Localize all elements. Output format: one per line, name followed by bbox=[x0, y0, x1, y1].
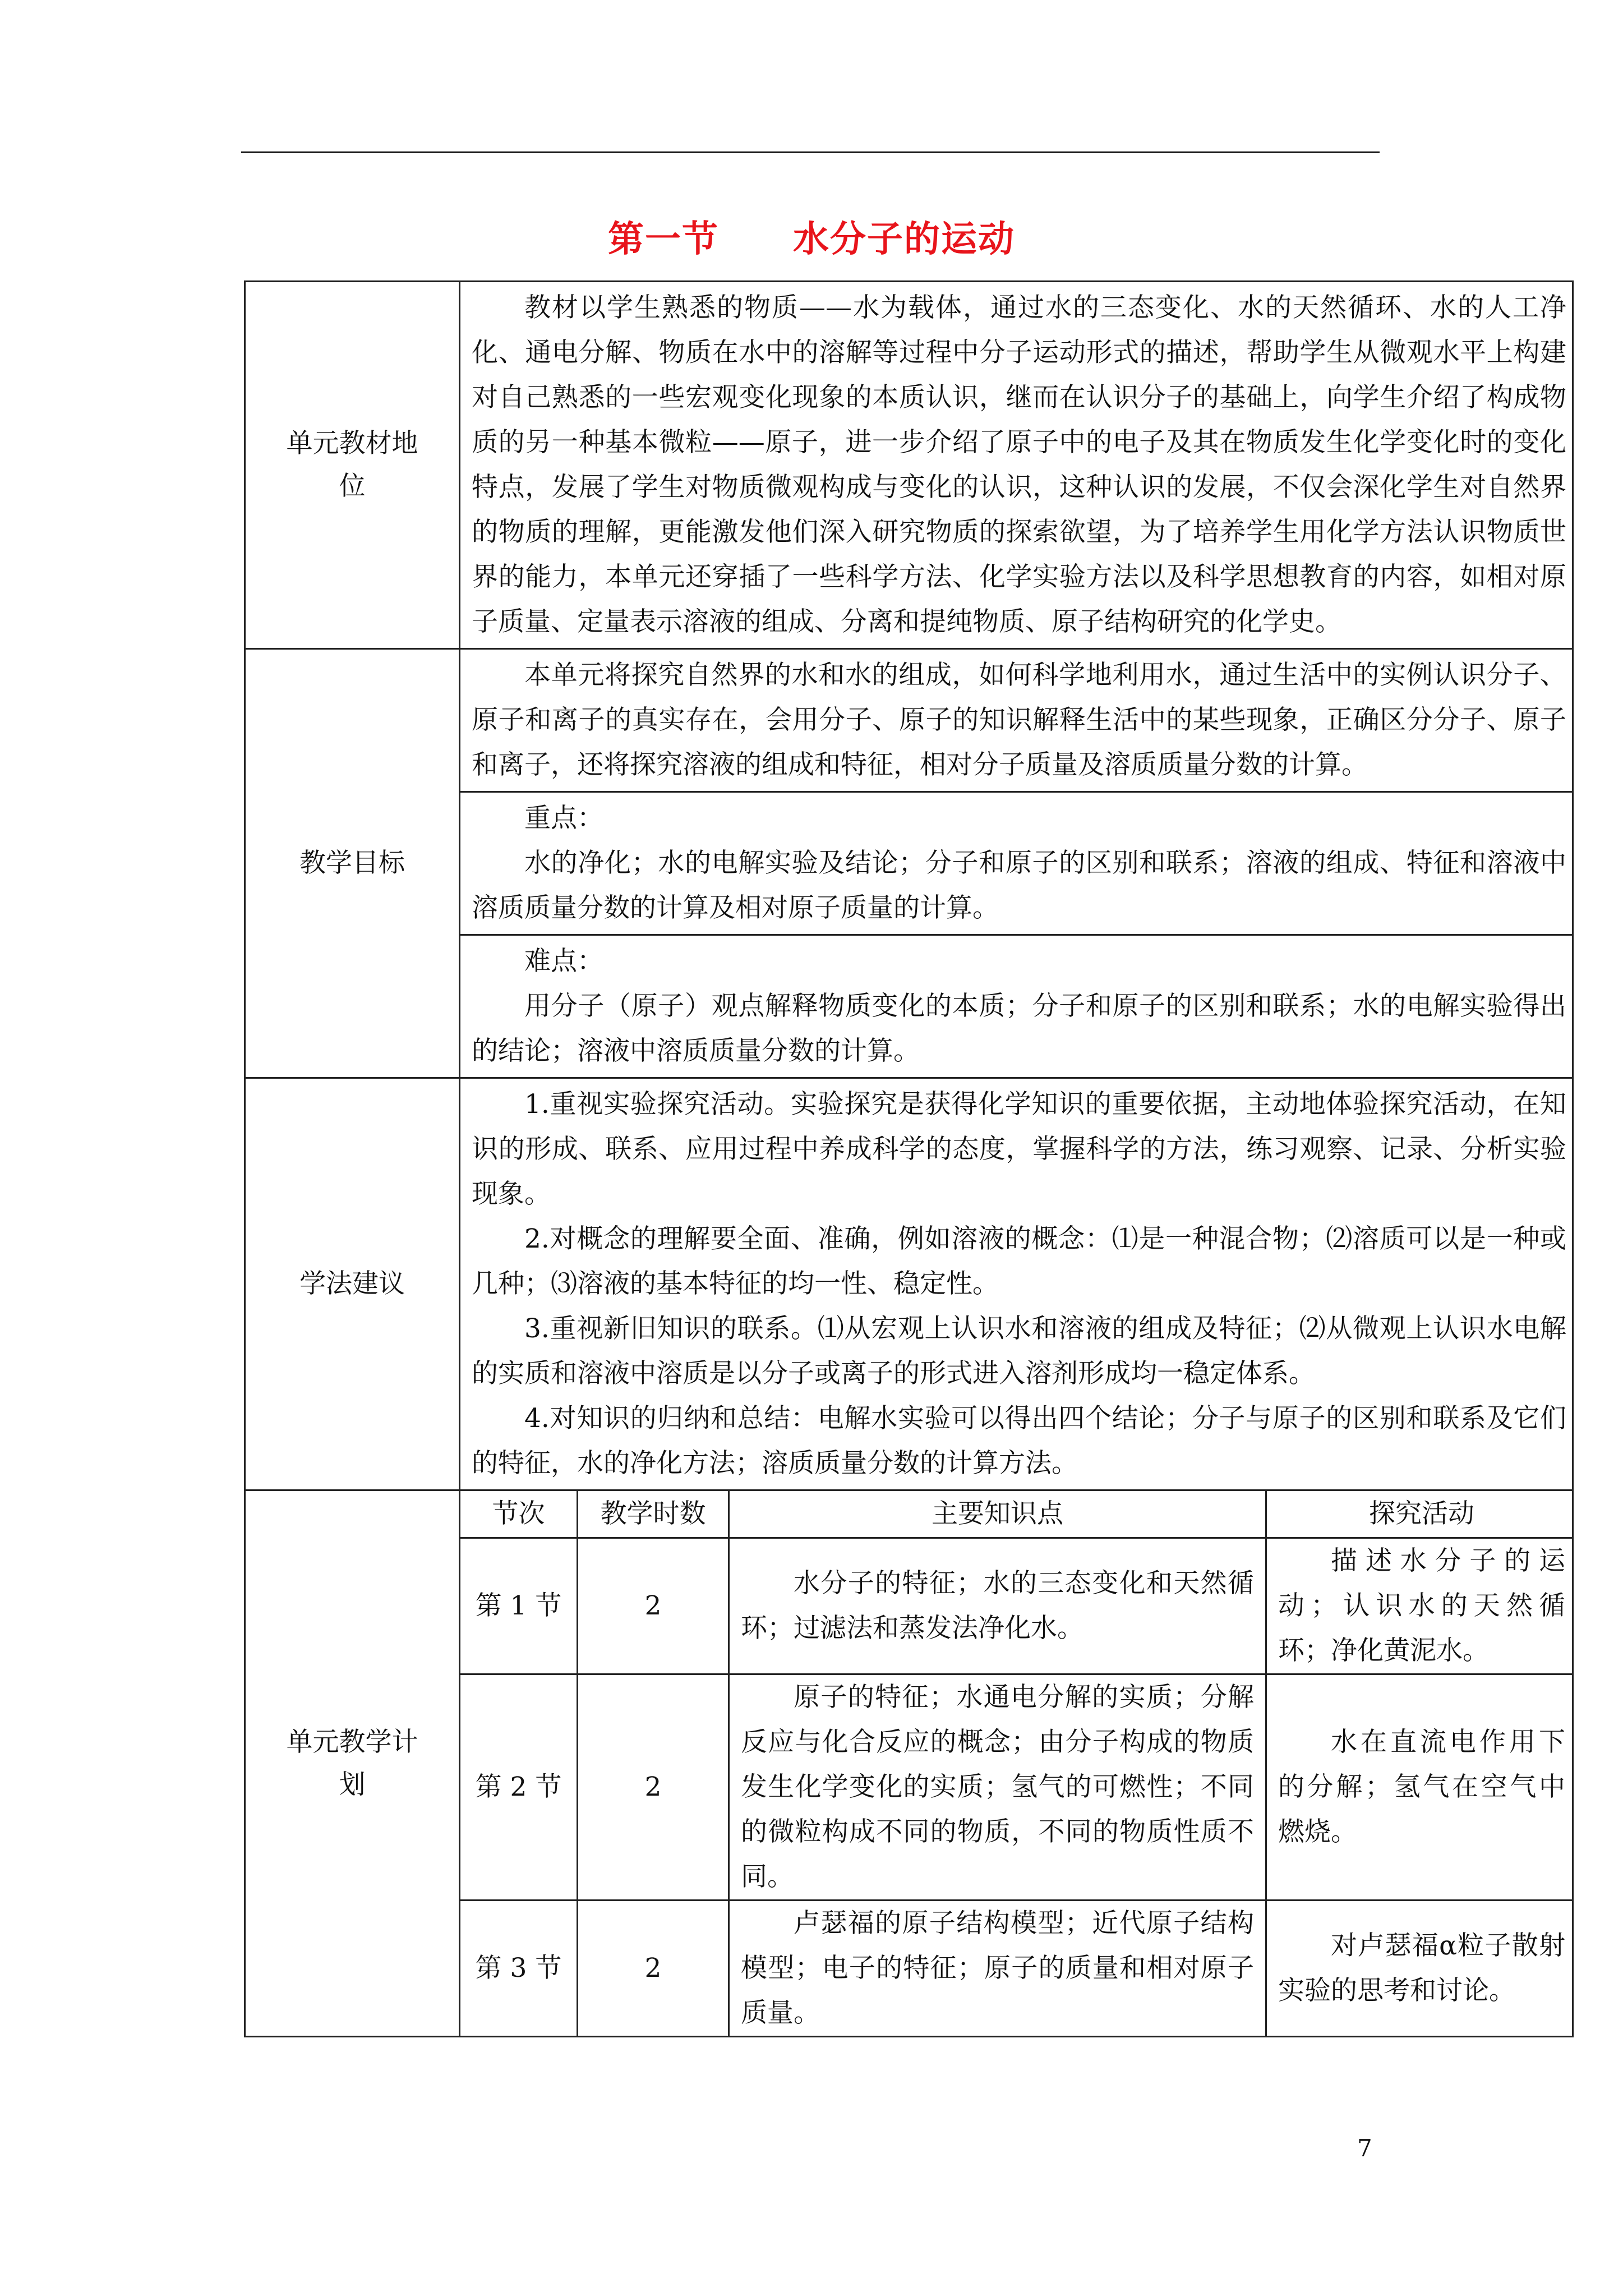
plan-activity bbox=[1266, 1901, 1573, 2036]
label-methods: 学法建议 bbox=[245, 1078, 460, 1490]
label-goals: 教学目标 bbox=[245, 649, 460, 1078]
row-goals-intro bbox=[245, 649, 1573, 792]
row-plan bbox=[245, 1490, 1573, 2037]
plan-cell bbox=[460, 1490, 1573, 2037]
row-position bbox=[245, 282, 1573, 649]
label-plan-line2: 划 bbox=[339, 1769, 366, 1800]
plan-section: 第 2 节 bbox=[460, 1674, 578, 1901]
unit-table bbox=[244, 280, 1574, 2037]
plan-header-row bbox=[460, 1491, 1572, 1538]
plan-header-hours: 教学时数 bbox=[578, 1491, 729, 1538]
plan-points-text: 卢瑟福的原子结构模型；近代原子结构模型；电子的特征；原子的质量和相对原子质量。 bbox=[741, 1908, 1254, 2028]
content-methods bbox=[460, 1078, 1573, 1490]
plan-points bbox=[729, 1901, 1266, 2036]
plan-hours: 2 bbox=[578, 1538, 729, 1674]
page-title: 第一节 水分子的运动 bbox=[608, 218, 1015, 260]
label-position-line1: 单元教材地 bbox=[286, 428, 418, 459]
method-item: 3.重视新旧知识的联系。⑴从宏观上认识水和溶液的组成及特征；⑵从微观上认识水电解的实质和溶液中溶质是以分子或离子的形式进入溶剂形成均一稳定体系。 bbox=[472, 1313, 1566, 1389]
plan-hours: 2 bbox=[578, 1901, 729, 2036]
plan-table bbox=[460, 1491, 1572, 2036]
label-position-line2: 位 bbox=[339, 471, 366, 501]
method-item: 4.对知识的归纳和总结：电解水实验可以得出四个结论；分子与原子的区别和联系及它们的特征，水的净化方法；溶质质量分数的计算方法。 bbox=[472, 1403, 1566, 1479]
plan-points-text: 原子的特征；水通电分解的实质；分解反应与化合反应的概念；由分子构成的物质发生化学变化的实质；氢气的可燃性；不同的微粒构成不同的物质，不同的物质性质不同。 bbox=[741, 1682, 1254, 1892]
plan-activity-text: 对卢瑟福α粒子散射实验的思考和讨论。 bbox=[1278, 1930, 1565, 2006]
plan-points bbox=[729, 1538, 1266, 1674]
plan-row bbox=[460, 1538, 1572, 1674]
plan-section: 第 1 节 bbox=[460, 1538, 578, 1674]
label-plan-line1: 单元教学计 bbox=[286, 1726, 418, 1757]
plan-points bbox=[729, 1674, 1266, 1901]
plan-hours: 2 bbox=[578, 1674, 729, 1901]
plan-points-text: 水分子的特征；水的三态变化和天然循环；过滤法和蒸发法净化水。 bbox=[741, 1568, 1254, 1644]
plan-activity-text: 描述水分子的运动；认识水的天然循环；净化黄泥水。 bbox=[1278, 1545, 1565, 1666]
content-position bbox=[460, 282, 1573, 649]
content-goals-key bbox=[460, 792, 1573, 935]
row-methods bbox=[245, 1078, 1573, 1490]
plan-section: 第 3 节 bbox=[460, 1901, 578, 2036]
difficult-points-title: 难点： bbox=[524, 946, 603, 977]
goals-intro-text: 本单元将探究自然界的水和水的组成，如何科学地利用水，通过生活中的实例认识分子、原子和离子的真实存在，会用分子、原子的知识解释生活中的某些现象，正确区分分子、原子和离子，还将探究溶液的组成和特征，相对分子质量及溶质质量分数的计算。 bbox=[472, 660, 1566, 780]
plan-row bbox=[460, 1674, 1572, 1901]
plan-activity bbox=[1266, 1538, 1573, 1674]
plan-header-points: 主要知识点 bbox=[729, 1491, 1266, 1538]
method-item: 1.重视实验探究活动。实验探究是获得化学知识的重要依据，主动地体验探究活动，在知识的形成、联系、应用过程中养成科学的态度，掌握科学的方法，练习观察、记录、分析实验现象。 bbox=[472, 1089, 1566, 1209]
page-number: 7 bbox=[1357, 2134, 1372, 2162]
plan-activity bbox=[1266, 1674, 1573, 1901]
position-text: 教材以学生熟悉的物质——水为载体，通过水的三态变化、水的天然循环、水的人工净化、通电分解、物质在水中的溶解等过程中分子运动形式的描述，帮助学生从微观水平上构建对自己熟悉的一些宏观变化现象的本质认识，继而在认识分子的基础上，向学生介绍了构成物质的另一种基本微粒——原子，进一步介绍了原子中的电子及其在物质发生化学变化时的变化特点，发展了学生对物质微观构成与变化的认识，这种认识的发展，不仅会深化学生对自然界的物质的理解，更能激发他们深入研究物质的探索欲望，为了培养学生用化学方法认识物质世界的能力，本单元还穿插了一些科学方法、化学实验方法以及科学思想教育的内容，如相对原子质量、定量表示溶液的组成、分离和提纯物质、原子结构研究的化学史。 bbox=[472, 292, 1566, 637]
content-goals-difficult bbox=[460, 935, 1573, 1078]
key-points-text: 水的净化；水的电解实验及结论；分子和原子的区别和联系；溶液的组成、特征和溶液中溶质质量分数的计算及相对原子质量的计算。 bbox=[472, 848, 1566, 923]
key-points-title: 重点： bbox=[524, 803, 603, 834]
header-rule bbox=[241, 151, 1380, 153]
plan-row bbox=[460, 1901, 1572, 2036]
label-plan bbox=[245, 1490, 460, 2037]
plan-header-activity: 探究活动 bbox=[1266, 1491, 1573, 1538]
label-position bbox=[245, 282, 460, 649]
plan-header-section: 节次 bbox=[460, 1491, 578, 1538]
method-item: 2.对概念的理解要全面、准确，例如溶液的概念：⑴是一种混合物；⑵溶质可以是一种或几种；⑶溶液的基本特征的均一性、稳定性。 bbox=[472, 1223, 1566, 1299]
difficult-points-text: 用分子（原子）观点解释物质变化的本质；分子和原子的区别和联系；水的电解实验得出的结论；溶液中溶质质量分数的计算。 bbox=[472, 991, 1566, 1066]
content-goals-intro bbox=[460, 649, 1573, 792]
plan-activity-text: 水在直流电作用下的分解；氢气在空气中燃烧。 bbox=[1278, 1727, 1565, 1847]
